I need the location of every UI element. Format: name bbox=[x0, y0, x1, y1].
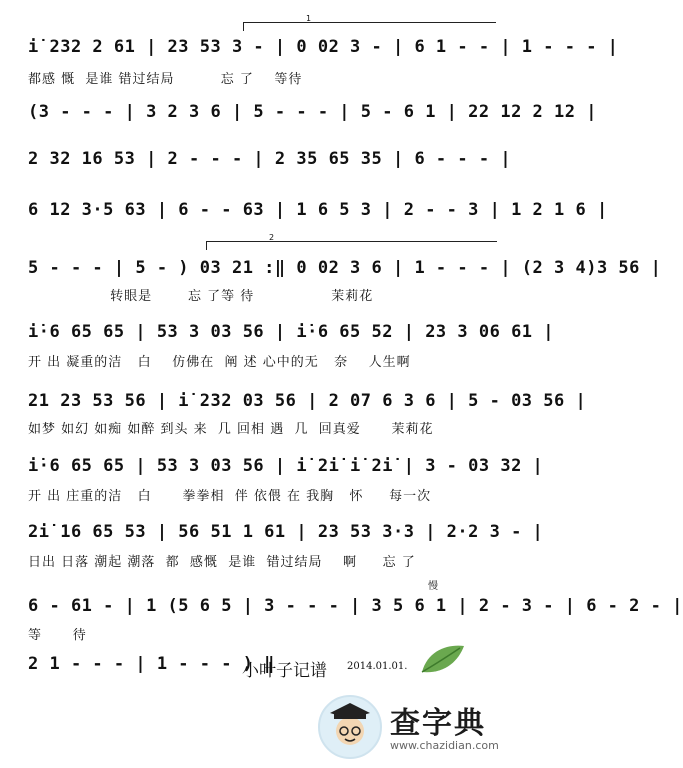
volta-bracket-1 bbox=[243, 14, 496, 31]
notation-line-3: 2 32 16 53 | 2 - - - | 2 35 65 35 | 6 - - - | bbox=[28, 149, 512, 169]
watermark-url: www.chazidian.com bbox=[390, 739, 499, 752]
notation-line-11: 2 1 - - - | 1 - - - ) ‖ bbox=[28, 654, 275, 674]
transcription-date: 2014.01.01. bbox=[347, 661, 408, 672]
notation-line-1: i̇ 232 2 61 | 23 53 3 - | 0 02 3 - | 6 1 - - | 1 - - - | bbox=[28, 37, 619, 57]
notation-line-9: 2i̇ 16 65 53 | 56 51 1 61 | 23 53 3·3 | 2·2 3 - | bbox=[28, 522, 544, 542]
lyrics-line-7: 如梦 如幻 如痴 如醉 到头 来 几 回相 遇 几 回真爱 茉莉花 bbox=[28, 422, 434, 437]
transcriber-signature: 小叶子记谱 bbox=[242, 661, 327, 681]
notation-line-10: 6 - 61 - | 1 (5 6 5 | 3 - - - | 3 5 6 1 | 2 - 3 - | 6 - 2 - | bbox=[28, 596, 683, 616]
lyrics-line-1: 都感 慨 是谁 错过结局 忘 了 等待 bbox=[28, 72, 303, 87]
lyrics-line-10: 等 待 bbox=[28, 628, 87, 643]
site-watermark bbox=[318, 693, 518, 763]
notation-line-7: 21 23 53 56 | i̇ 232 03 56 | 2 07 6 3 6 | 5 - 03 56 | bbox=[28, 391, 587, 411]
watermark-title: 查字典 bbox=[390, 706, 486, 741]
lyrics-line-9: 日出 日落 潮起 潮落 都 感慨 是谁 错过结局 啊 忘 了 bbox=[28, 555, 416, 570]
notation-line-6: i̇·6 65 65 | 53 3 03 56 | i̇·6 65 52 | 23 3 06 61 | bbox=[28, 322, 555, 342]
notation-line-5: 5 - - - | 5 - ) 03 21 :‖ 0 02 3 6 | 1 - - - | (2 3 4)3 56 | bbox=[28, 258, 662, 278]
volta-number-1: 1 bbox=[306, 14, 312, 23]
lyrics-line-8: 开 出 庄重的洁 白 拳拳相 伴 依偎 在 我胸 怀 每一次 bbox=[28, 489, 432, 504]
tempo-mark: 慢 bbox=[428, 581, 438, 592]
notation-line-8: i̇·6 65 65 | 53 3 03 56 | i̇ 2i̇ i̇ 2i̇ | 3 - 03 32 | bbox=[28, 456, 544, 476]
leaf-icon bbox=[418, 642, 466, 676]
volta-bracket-2 bbox=[206, 233, 497, 250]
watermark-mascot-icon bbox=[318, 695, 382, 759]
notation-line-4: 6 12 3·5 63 | 6 - - 63 | 1 6 5 3 | 2 - - 3 | 1 2 1 6 | bbox=[28, 200, 608, 220]
lyrics-line-5: 转眼是 忘 了等 待 茉莉花 bbox=[28, 289, 374, 304]
notation-line-2: (3 - - - | 3 2 3 6 | 5 - - - | 5 - 6 1 | 22 12 2 12 | bbox=[28, 102, 597, 122]
lyrics-line-6: 开 出 凝重的洁 白 仿佛在 阐 述 心中的无 奈 人生啊 bbox=[28, 355, 411, 370]
volta-number-2: 2 bbox=[269, 233, 275, 242]
